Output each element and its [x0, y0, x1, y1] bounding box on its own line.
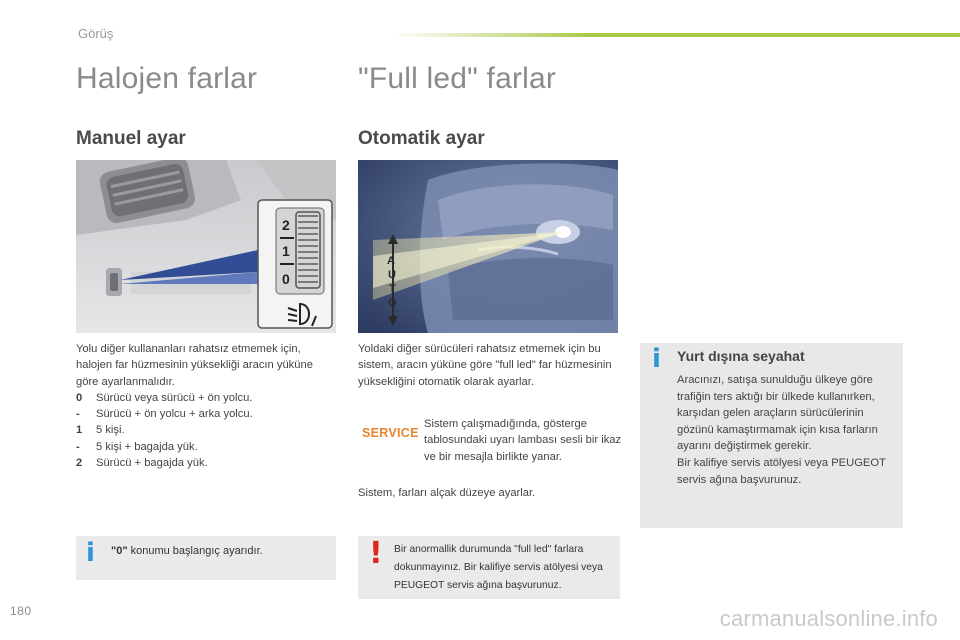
warning-icon: ! [369, 536, 383, 571]
manual-adjust-illustration [76, 160, 336, 333]
title-halogen: Halojen farlar [76, 62, 258, 95]
manual-adjust-description [76, 341, 331, 471]
dial-mark-0: 0 [282, 271, 290, 287]
manual-intro: Yolu diğer kullananları rahatsız etmemek için, halojen far hüzmesinin yüksekliği aracın yüküne göre ayarlanmalıdır. [76, 343, 313, 388]
list-item: 0 Sürücü veya sürücü + ön yolcu. [76, 391, 253, 404]
auto-letter-t: T [389, 283, 396, 295]
header-accent-bar [390, 33, 960, 37]
dashboard-illustration [76, 160, 336, 333]
travel-title: Yurt dışına seyahat [677, 348, 805, 364]
auto-adjust-illustration [358, 160, 618, 333]
system-fallback-text: Sistem, farları alçak düzeye ayarlar. [358, 487, 536, 499]
dial-mark-1: 1 [282, 243, 290, 259]
warning-note-text: Bir anormallik durumunda "full led" farlara dokunmayınız. Bir kalifiye servis atölyesi veya PEUGEOT servis ağına başvurunuz. [394, 544, 603, 591]
car-headlamp-illustration [358, 160, 618, 333]
auto-adjust-description: Yoldaki diğer sürücüleri rahatsız etmemek için bu sistem, aracın yüküne göre "full led" far hüzmesinin yüksekliğini otomatik olarak ayarlar. [358, 343, 612, 388]
service-warning-icon: SERVICE [362, 426, 419, 440]
subtitle-automatic: Otomatik ayar [358, 128, 485, 149]
auto-letter-o: O [388, 297, 397, 309]
dial-mark-2: 2 [282, 217, 290, 233]
list-item: - 5 kişi + bagajda yük. [76, 440, 198, 453]
auto-letter-a: A [387, 255, 395, 267]
section-label: Görüş [78, 26, 114, 41]
info-note-text: "0" konumu başlangıç ayarıdır. [111, 545, 263, 557]
list-item: - Sürücü + ön yolcu + arka yolcu. [76, 408, 253, 421]
subtitle-manual: Manuel ayar [76, 128, 186, 149]
auto-letter-u: U [388, 269, 396, 281]
service-warning-text: Sistem çalışmadığında, gösterge tablosundaki uyarı lambası sesli bir ikaz ve bir mesajla birlikte yanar. [424, 418, 622, 463]
page-number: 180 [10, 604, 32, 618]
list-item: 2 Sürücü + bagajda yük. [76, 457, 208, 470]
travel-text: Aracınızı, satışa sunulduğu ülkeye göre trafiğin ters aktığı bir ülkede kullanırken, karşıdan gelen araçların sürücülerinin gözünü kamaştırmamak için kısa farların ayarını değiştirmek gerekir. Bir kalifiye servis atölyesi veya PEUGEOT servis ağına başvurunuz. [677, 374, 886, 486]
title-full-led: "Full led" farlar [358, 62, 557, 95]
list-item: 1 5 kişi. [76, 424, 125, 437]
info-icon: i [86, 538, 95, 568]
watermark: carmanualsonline.info [719, 606, 938, 631]
info-icon: i [652, 344, 661, 374]
